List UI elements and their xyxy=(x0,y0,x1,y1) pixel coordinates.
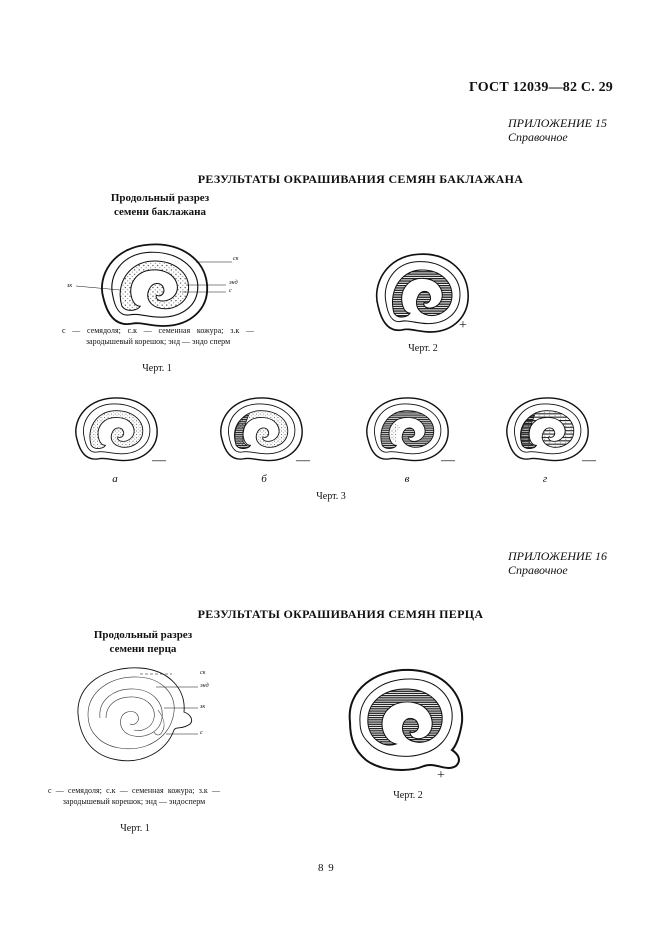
label-sk: ск xyxy=(233,256,239,262)
pepper-fig1-caption: Черт. 1 xyxy=(120,823,150,834)
label-c: с xyxy=(229,288,232,294)
pepper-fig2-seed xyxy=(340,662,480,777)
fig3-letter-g: г xyxy=(542,473,548,485)
fig3-letter-a: а xyxy=(112,473,118,485)
pepper-label-sk: ск xyxy=(200,670,206,676)
label-zk: зк xyxy=(67,283,73,289)
fig3-letter-v: в xyxy=(404,473,410,485)
pepper-label-end: энд xyxy=(200,683,209,689)
eggplant-fig1-heading-line1: Продольный разрез xyxy=(110,192,210,204)
appendix-15-title: ПРИЛОЖЕНИЕ 15 xyxy=(508,116,607,130)
section-2-title: РЕЗУЛЬТАТЫ ОКРАШИВАНИЯ СЕМЯН ПЕРЦА xyxy=(197,607,484,621)
pepper-fig1-heading xyxy=(78,628,208,656)
pepper-section-diagram xyxy=(66,660,206,770)
pepper-fig1-heading-line2: семени перца xyxy=(109,643,177,655)
appendix-15-subtitle: Справочное xyxy=(508,130,568,144)
pepper-label-zk: зк xyxy=(200,704,206,710)
page-number: 8 9 xyxy=(318,862,335,874)
appendix-16-title: ПРИЛОЖЕНИЕ 16 xyxy=(508,549,607,563)
eggplant-fig2-sign: + xyxy=(459,318,467,333)
label-end: энд xyxy=(229,280,238,286)
appendix-16-subtitle: Справочное xyxy=(508,563,568,577)
pepper-fig2-sign: + xyxy=(437,768,445,783)
fig3-b-sign: — xyxy=(296,453,310,468)
fig3-a-sign: — xyxy=(152,453,166,468)
eggplant-fig1-heading xyxy=(95,191,225,219)
page-header: ГОСТ 12039—82 С. 29 xyxy=(469,80,613,95)
pepper-fig2-caption: Черт. 2 xyxy=(393,790,423,801)
fig3-v-sign: — xyxy=(441,453,455,468)
section-1-title: РЕЗУЛЬТАТЫ ОКРАШИВАНИЯ СЕМЯН БАКЛАЖАНА xyxy=(197,172,524,186)
eggplant-fig3-caption: Черт. 3 xyxy=(316,491,346,502)
appendix-15-label xyxy=(508,116,607,144)
pepper-fig1-heading-line1: Продольный разрез xyxy=(93,629,193,641)
fig3-g-sign: — xyxy=(582,453,596,468)
pepper-fig1-legend: с — семядоля; с.к — семенная кожура; з.к — зародышевый корешок; энд — эндосперм xyxy=(48,786,220,806)
eggplant-section-diagram xyxy=(86,234,239,334)
eggplant-fig1-caption: Черт. 1 xyxy=(142,363,172,374)
appendix-16-label xyxy=(508,549,607,577)
eggplant-fig2-caption: Черт. 2 xyxy=(408,343,438,354)
eggplant-fig1-heading-line2: семени баклажана xyxy=(113,206,207,218)
pepper-label-c: с xyxy=(200,730,203,736)
fig3-letter-b: б xyxy=(261,473,267,485)
eggplant-fig1-legend: с — семядоля; с.к — семенная кожура; з.к — зародышевый корешок; энд — эндо сперм xyxy=(62,326,254,346)
